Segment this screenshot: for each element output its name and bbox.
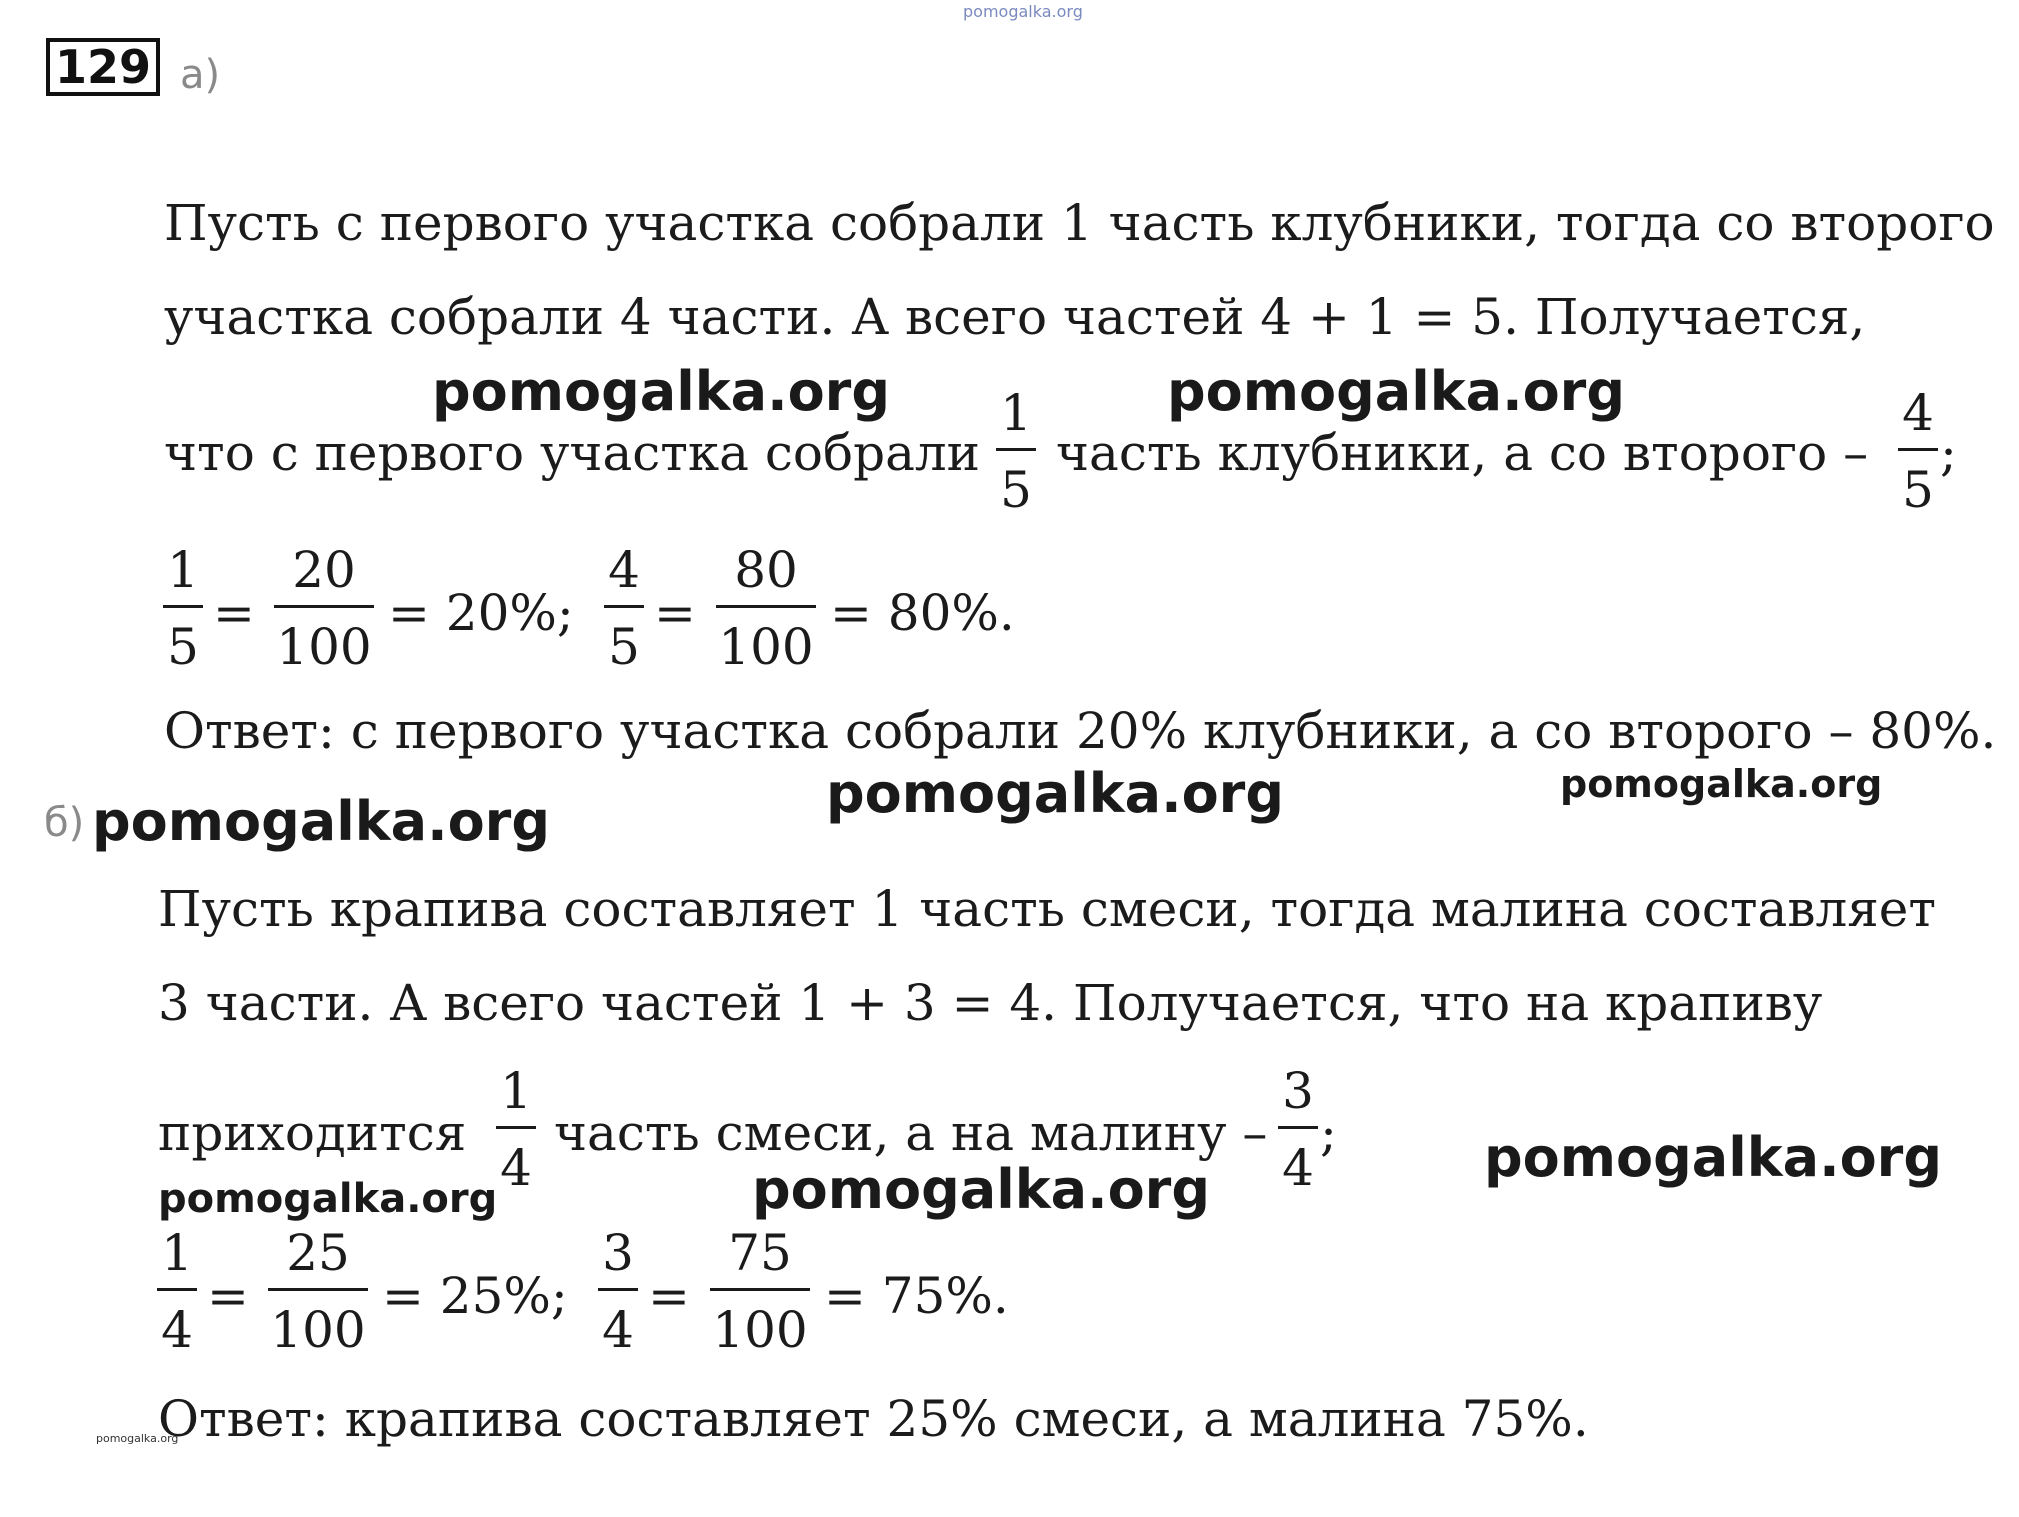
part-a-label: а) xyxy=(180,52,221,98)
part-a-line-3-mid: часть клубники, а со второго – xyxy=(1056,424,1869,482)
watermark: pomogalka.org xyxy=(752,1158,1210,1221)
equals-sign: = xyxy=(207,1267,249,1325)
problem-number: 129 xyxy=(46,38,160,96)
watermark: pomogalka.org xyxy=(92,790,550,853)
eq-b-fraction-1: 1 4 xyxy=(157,1228,197,1355)
part-a-line-2: участка собрали 4 части. А всего частей 4 + 1 = 5. Получается, xyxy=(164,288,1866,346)
watermark: pomogalka.org xyxy=(432,360,890,423)
part-b-line-3-end: ; xyxy=(1320,1104,1337,1162)
eq-a-percent-2: = 80%. xyxy=(830,584,1015,642)
eq-b-percent-2: = 75%. xyxy=(824,1267,1009,1325)
part-b-line-1: Пусть крапива составляет 1 часть смеси, тогда малина составляет xyxy=(158,880,1937,938)
watermark: pomogalka.org xyxy=(1484,1126,1942,1189)
part-b-line-3-mid: часть смеси, а на малину – xyxy=(554,1104,1268,1162)
part-a-line-1: Пусть с первого участка собрали 1 часть клубники, тогда со второго xyxy=(164,194,1995,252)
part-b-label: б) xyxy=(44,800,85,846)
eq-a-fraction-4: 80 100 xyxy=(716,545,816,672)
watermark-top: pomogalka.org xyxy=(963,2,1083,21)
part-b-answer: Ответ: крапива составляет 25% смеси, а малина 75%. xyxy=(158,1390,1589,1448)
part-b-line-2: 3 части. А всего частей 1 + 3 = 4. Получается, что на крапиву xyxy=(158,974,1823,1032)
watermark: pomogalka.org xyxy=(158,1176,498,1222)
equals-sign: = xyxy=(213,584,255,642)
eq-a-fraction-2: 20 100 xyxy=(274,545,374,672)
eq-b-percent-1: = 25%; xyxy=(382,1267,568,1325)
watermark: pomogalka.org xyxy=(826,762,1284,825)
fraction-3-4: 3 4 xyxy=(1278,1066,1318,1193)
part-a-line-3-start: что с первого участка собрали xyxy=(164,424,980,482)
part-a-answer: Ответ: с первого участка собрали 20% клубники, а со второго – 80%. xyxy=(164,702,1997,760)
eq-a-fraction-3: 4 5 xyxy=(604,545,644,672)
part-b-line-3-start: приходится xyxy=(158,1104,467,1162)
equals-sign: = xyxy=(654,584,696,642)
equals-sign: = xyxy=(648,1267,690,1325)
eq-a-percent-1: = 20%; xyxy=(388,584,574,642)
fraction-4-5: 4 5 xyxy=(1898,388,1938,515)
eq-a-fraction-1: 1 5 xyxy=(163,545,203,672)
part-a-line-3-end: ; xyxy=(1940,424,1957,482)
eq-b-fraction-4: 75 100 xyxy=(710,1228,810,1355)
watermark-tiny: pomogalka.org xyxy=(96,1432,179,1445)
watermark: pomogalka.org xyxy=(1167,360,1625,423)
eq-b-fraction-2: 25 100 xyxy=(268,1228,368,1355)
fraction-1-5: 1 5 xyxy=(996,388,1036,515)
fraction-1-4: 1 4 xyxy=(496,1066,536,1193)
eq-b-fraction-3: 3 4 xyxy=(598,1228,638,1355)
watermark: pomogalka.org xyxy=(1560,762,1883,806)
